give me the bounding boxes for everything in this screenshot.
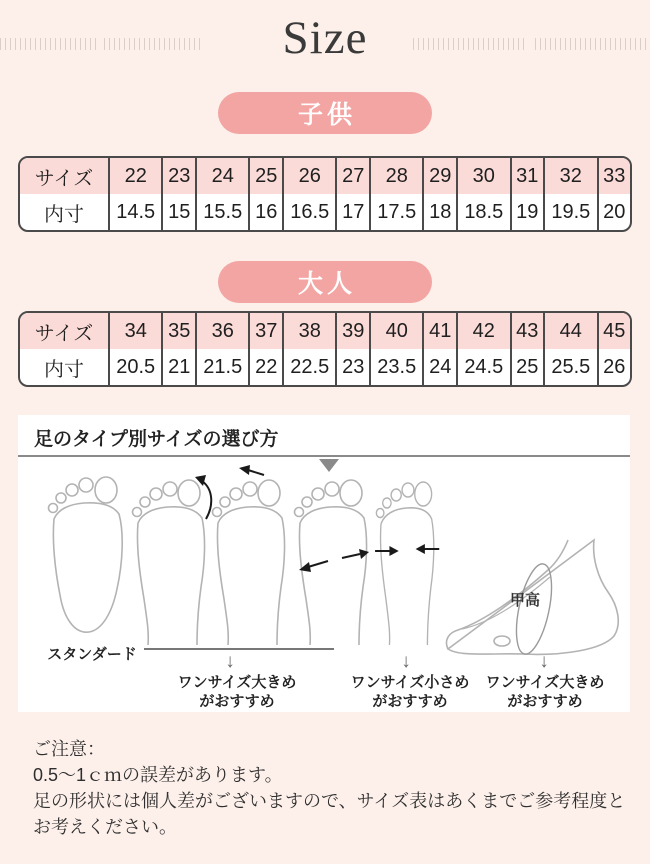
size-cell: 25.5 <box>544 349 597 385</box>
size-cell: 41 <box>423 313 457 349</box>
kids-section-button[interactable]: 子供 <box>218 92 432 134</box>
kids-size-table <box>18 156 632 232</box>
size-cell: 18.5 <box>457 194 510 230</box>
notice-line1: 0.5〜1ｃｍの誤差があります。 <box>33 765 283 785</box>
size-cell: 20.5 <box>109 349 162 385</box>
table-row-sizes <box>20 158 630 194</box>
size-cell: 37 <box>249 313 283 349</box>
standard-foot-label: スタンダード <box>47 646 137 663</box>
size-cell: 43 <box>511 313 545 349</box>
size-cell: 29 <box>423 158 457 194</box>
foot-illustration-wide <box>290 469 380 645</box>
size-cell: 22.5 <box>283 349 336 385</box>
size-cell: 18 <box>423 194 457 230</box>
size-cell: 16 <box>249 194 283 230</box>
size-cell: 30 <box>457 158 510 194</box>
size-cell: 45 <box>598 313 630 349</box>
table-row-sizes <box>20 313 630 349</box>
decorative-ticks-right <box>413 38 650 50</box>
tick-segment <box>535 38 650 50</box>
size-cell: 28 <box>370 158 423 194</box>
down-arrow-icon: ↓ <box>225 651 235 672</box>
instep-label: 甲高 <box>510 592 541 609</box>
size-cell: 15.5 <box>196 194 249 230</box>
size-cell: 40 <box>370 313 423 349</box>
size-cell: 23 <box>162 158 196 194</box>
recommendation-line2: がおすすめ <box>507 693 583 710</box>
adults-size-table <box>18 311 632 387</box>
size-cell: 26 <box>283 158 336 194</box>
recommendation-line2: がおすすめ <box>372 693 448 710</box>
size-cell: 15 <box>162 194 196 230</box>
row-header-cell: 内寸 <box>44 203 84 226</box>
tick-segment <box>413 38 528 50</box>
size-cell: 27 <box>336 158 370 194</box>
foot-type-guide-panel <box>18 415 630 712</box>
size-cell: 44 <box>544 313 597 349</box>
size-cell: 20 <box>598 194 630 230</box>
notice-heading: ご注意： <box>33 739 105 759</box>
size-cell: 32 <box>544 158 597 194</box>
foot-illustration-toe-arrow <box>208 463 298 645</box>
recommendation-label <box>465 673 625 711</box>
down-arrow-icon: ↓ <box>539 651 549 672</box>
recommendation-label <box>157 673 317 711</box>
size-cell: 25 <box>249 158 283 194</box>
row-header-cell: サイズ <box>20 313 109 349</box>
size-cell: 24 <box>423 349 457 385</box>
size-cell: 19.5 <box>544 194 597 230</box>
recommendation-line2: がおすすめ <box>199 693 275 710</box>
size-cell: 17 <box>336 194 370 230</box>
foot-illustration-standard <box>44 471 134 646</box>
size-cell: 38 <box>283 313 336 349</box>
recommendation-line1: ワンサイズ大きめ <box>177 674 297 691</box>
size-cell: 25 <box>511 349 545 385</box>
size-cell: 24 <box>196 158 249 194</box>
size-cell: 31 <box>511 158 545 194</box>
size-cell: 21.5 <box>196 349 249 385</box>
size-cell: 35 <box>162 313 196 349</box>
size-cell: 22 <box>249 349 283 385</box>
page-title: Size <box>282 12 368 64</box>
table-row-lengths <box>20 349 630 385</box>
row-header-cell: サイズ <box>20 158 109 194</box>
down-arrow-icon: ↓ <box>401 651 411 672</box>
size-cell: 36 <box>196 313 249 349</box>
size-cell: 21 <box>162 349 196 385</box>
recommendation-line1: ワンサイズ大きめ <box>485 674 605 691</box>
foot-illustration-curved-arrow <box>128 465 218 645</box>
size-cell: 24.5 <box>457 349 510 385</box>
size-cell: 42 <box>457 313 510 349</box>
size-cell: 14.5 <box>109 194 162 230</box>
table-row-lengths <box>20 194 630 230</box>
size-cell: 17.5 <box>370 194 423 230</box>
size-cell: 16.5 <box>283 194 336 230</box>
size-cell: 23 <box>336 349 370 385</box>
foot-illustration-narrow <box>370 473 446 645</box>
notice-text <box>33 736 633 840</box>
size-cell: 19 <box>511 194 545 230</box>
guide-title: 足のタイプ別サイズの選び方 <box>34 429 279 450</box>
row-header-cell: 内寸 <box>44 358 84 381</box>
notice-line2: 足の形状には個人差がございますので、サイズ表はあくまでご参考程度とお考えください。 <box>33 791 626 837</box>
size-cell: 39 <box>336 313 370 349</box>
size-cell: 23.5 <box>370 349 423 385</box>
bracket-line <box>144 648 334 650</box>
size-cell: 33 <box>598 158 630 194</box>
size-cell: 26 <box>598 349 630 385</box>
divider-line <box>18 455 630 457</box>
size-cell: 22 <box>109 158 162 194</box>
adults-section-button[interactable]: 大人 <box>218 261 432 303</box>
recommendation-line1: ワンサイズ小さめ <box>350 674 470 691</box>
size-cell: 34 <box>109 313 162 349</box>
